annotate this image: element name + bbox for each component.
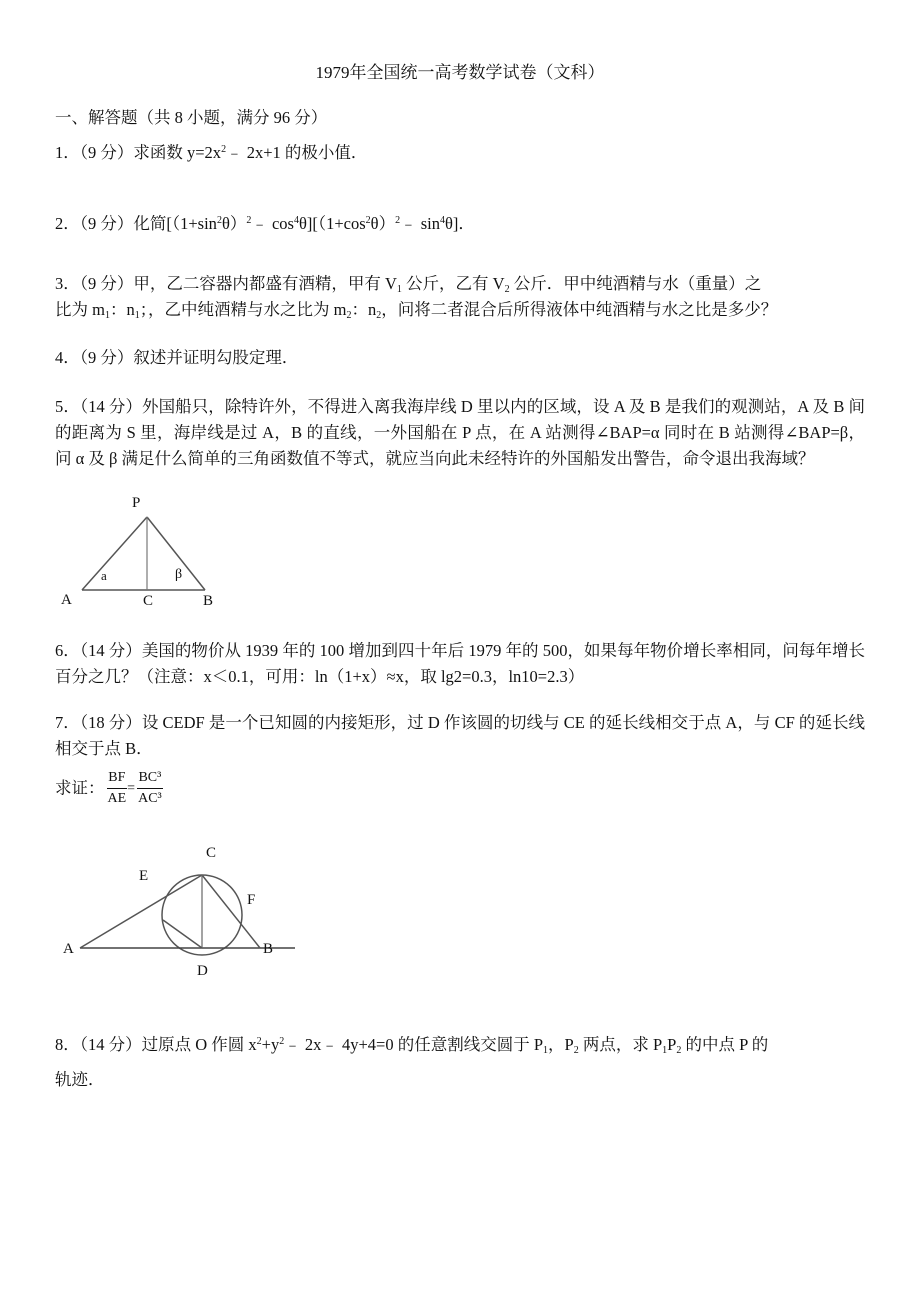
problem-text: ﹣ sin [400,214,440,233]
label-f: F [247,892,256,908]
problem-2 [55,216,475,233]
problem-6 [55,638,865,690]
problem-text: ：n [351,300,377,319]
problem-text: θ][（1+cos [298,214,366,233]
subscript: 1 [396,284,402,295]
problem-5 [55,394,865,472]
subscript: 2 [376,310,382,321]
fraction-numerator: BF [107,768,128,789]
fraction-denominator: AC³ [138,791,162,806]
problem-number: 2． [55,214,80,233]
label-c: C [143,593,154,609]
problem-8-line-2: 轨迹． [55,1070,105,1089]
problem-text: 过原点 O 作圆 x [141,1035,257,1054]
problem-score: （14 分） [79,397,143,416]
problem-text: 设 CEDF 是一个已知圆的内接矩形，过 D 作该圆的切线与 CE 的延长线相交于点 A，与 CF 的延长线相交于点 B． [55,713,866,758]
problem-score: （14 分） [79,1035,142,1054]
problem-text: θ） [370,214,396,233]
subscript: 2 [346,310,352,321]
problem-number: 5． [55,397,80,416]
superscript: 2 [216,215,222,226]
fraction-bf-ae [107,768,128,809]
triangle-figure [55,492,225,610]
section-heading: 一、解答题（共 8 小题，满分 96 分） [55,108,328,127]
subscript: 2 [676,1045,682,1056]
label-d: D [197,963,208,979]
problem-text: 甲，乙二容器内都盛有酒精，甲有 V [133,274,397,293]
label-p: P [132,495,141,511]
problem-text: θ]． [444,214,475,233]
subscript: 2 [573,1045,579,1056]
superscript: 2 [279,1036,285,1047]
problem-text: ﹣ cos [251,214,294,233]
fraction-bc-ac [137,768,163,809]
problem-text: 两点，求 P [578,1035,663,1054]
problem-text: P [667,1035,677,1054]
problem-text: 公斤．甲中纯酒精与水（重量）之 [509,274,762,293]
label-beta: β [175,567,183,582]
superscript: 2 [221,144,227,155]
subscript: 1 [104,310,110,321]
superscript: 4 [439,215,445,226]
problem-score: （18 分） [79,713,142,732]
problem-text: θ） [221,214,247,233]
fraction-numerator: BC³ [137,768,163,789]
subscript: 1 [662,1045,668,1056]
label-alpha: a [101,568,107,583]
label-e: E [139,868,149,884]
problem-3-line-2 [55,302,777,319]
problem-text: 叙述并证明勾股定理． [133,348,299,367]
subscript: 1 [134,310,140,321]
problem-text: 比为 m [55,300,105,319]
problem-text: ：n [109,300,135,319]
problem-score: （9 分） [79,348,134,367]
problem-text: 美国的物价从 1939 年的 100 增加到四十年后 1979 年的 500，如果每年物价增长率相同，问每年增长百分之几？（注意：x＜0.1，可用：ln（1+x）≈x，取 lg2=0.3，ln10=2.3） [55,641,865,686]
superscript: 4 [293,215,299,226]
problem-score: （14 分） [79,641,142,660]
superscript: 2 [256,1036,262,1047]
problem-7 [55,710,865,762]
proof-label: 求证： [55,778,105,798]
problem-text: ；，乙中纯酒精与水之比为 m [139,300,347,319]
problem-3-line-1 [55,276,761,293]
problem-text: 公斤，乙有 V [401,274,505,293]
problem-text: 求函数 y=2x [133,143,222,162]
problem-text: +y [261,1035,280,1054]
label-b: B [263,941,274,957]
circle-figure [55,830,295,980]
label-a: A [61,592,72,608]
problem-number: 3． [55,274,80,293]
label-b: B [203,593,214,609]
proof-statement [55,768,163,809]
fraction-denominator: AE [107,791,127,806]
problem-number: 1． [55,143,80,162]
superscript: 2 [246,215,252,226]
superscript: 2 [365,215,371,226]
problem-score: （9 分） [79,274,134,293]
equals-sign: = [127,780,136,796]
label-c: C [206,845,217,861]
subscript: 2 [504,284,510,295]
problem-text: ，问将二者混合后所得液体中纯酒精与水之比是多少？ [381,300,778,319]
problem-number: 8． [55,1035,80,1054]
problem-8-line-1 [55,1037,768,1054]
problem-text: 化简[（1+sin [133,214,217,233]
subscript: 1 [543,1045,549,1056]
superscript: 2 [395,215,401,226]
label-a: A [63,941,74,957]
problem-score: （9 分） [79,214,134,233]
problem-text: ，P [548,1035,574,1054]
problem-text: ﹣ 2x﹣ 4y+4=0 的任意割线交圆于 P [284,1035,544,1054]
problem-1 [55,145,367,162]
problem-number: 7． [55,713,80,732]
exam-title: 1979年全国统一高考数学试卷（文科） [315,63,605,82]
problem-number: 6． [55,641,80,660]
problem-number: 4． [55,348,80,367]
problem-4 [55,350,298,367]
problem-text: 外国船只，除特许外，不得进入离我海岸线 D 里以内的区域，设 A 及 B 是我们的观测站，A 及 B 间的距离为 S 里，海岸线是过 A，B 的直线，一外国船在 P 点，在 A 站测得∠BAP=α 同时在 B 站测得∠BAP=β，问 α 及 β 满足什么简单的三角函数值不等式，就应当向此未经特许的外国船发出警告，命令退出我海域？ [55,397,866,468]
problem-text: 的中点 P 的 [681,1035,769,1054]
problem-score: （9 分） [79,143,134,162]
problem-text: ﹣ 2x+1 的极小值． [226,143,368,162]
